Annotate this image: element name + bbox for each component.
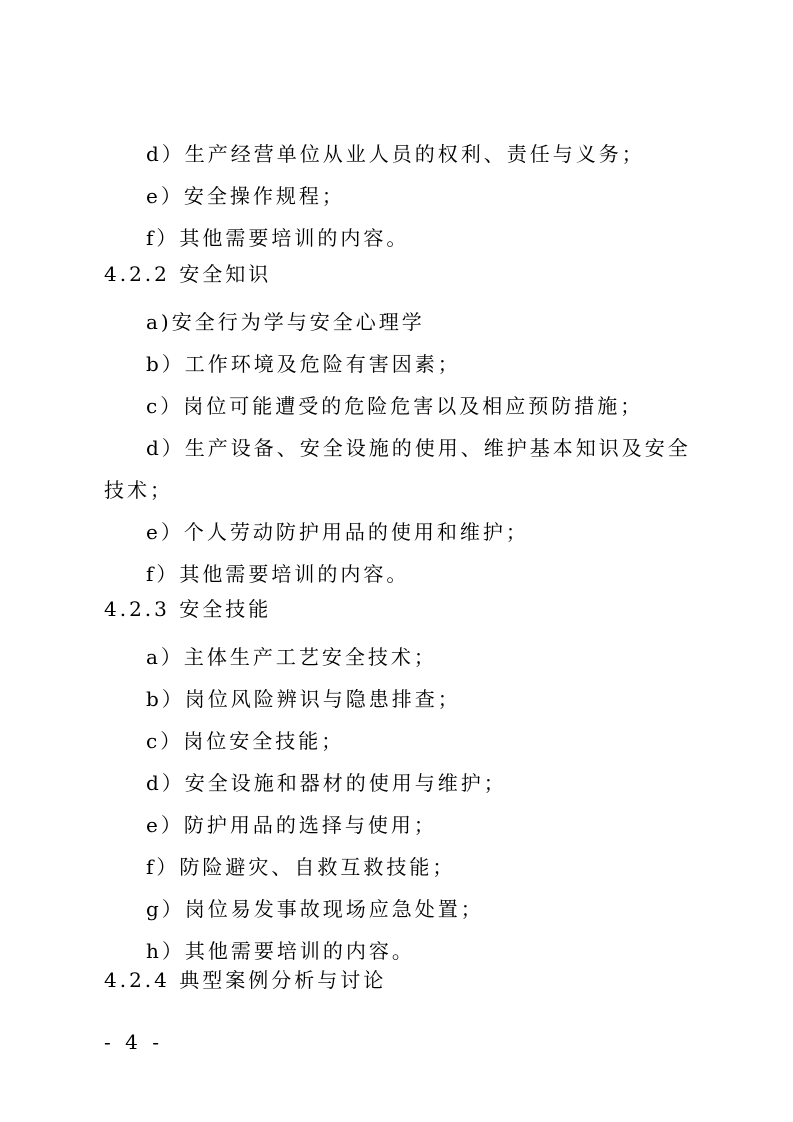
list-item: f）防险避灾、自救互救技能；	[146, 855, 456, 879]
list-item: d）生产经营单位从业人员的权利、责任与义务；	[146, 142, 645, 166]
list-item: d）生产设备、安全设施的使用、维护基本知识及安全	[146, 436, 691, 460]
list-item: f）其他需要培训的内容。	[146, 226, 410, 250]
list-item: e）个人劳动防护用品的使用和维护；	[146, 520, 529, 544]
list-item: c）岗位安全技能；	[146, 729, 345, 753]
section-heading: 4.2.3 安全技能	[104, 597, 272, 621]
list-item: f）其他需要培训的内容。	[146, 562, 410, 586]
list-item: a)安全行为学与安全心理学	[146, 310, 425, 334]
list-item: h）其他需要培训的内容。	[146, 939, 415, 963]
list-item: d）安全设施和器材的使用与维护；	[146, 771, 507, 795]
page-number: - 4 -	[104, 1030, 163, 1054]
section-heading: 4.2.2 安全知识	[104, 262, 272, 286]
list-item: g）岗位易发事故现场应急处置；	[146, 897, 484, 921]
list-item-continuation: 技术；	[104, 478, 173, 502]
list-item: c）岗位可能遭受的危险危害以及相应预防措施；	[146, 394, 644, 418]
list-item: b）岗位风险辨识与隐患排查；	[146, 687, 461, 711]
list-item: e）防护用品的选择与使用；	[146, 813, 437, 837]
list-item: e）安全操作规程；	[146, 184, 345, 208]
list-item: a）主体生产工艺安全技术；	[146, 645, 437, 669]
list-item: b）工作环境及危险有害因素；	[146, 352, 461, 376]
section-heading: 4.2.4 典型案例分析与讨论	[104, 968, 387, 992]
